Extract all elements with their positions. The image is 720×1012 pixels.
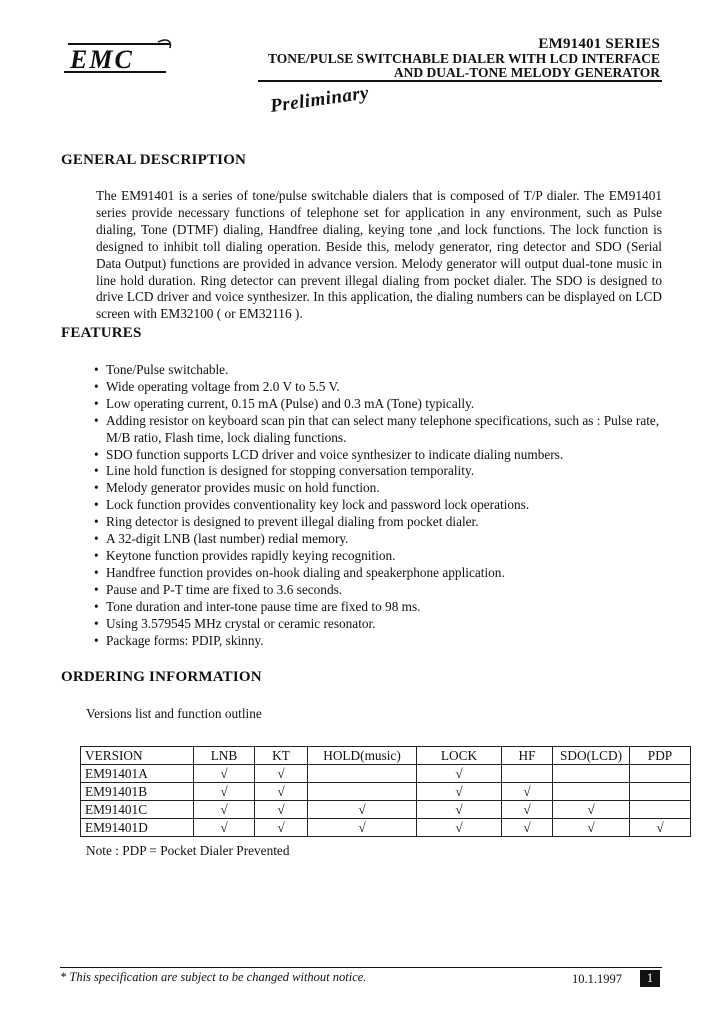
feature-text: Tone/Pulse switchable.	[106, 362, 229, 377]
series-title: EM91401 SERIES	[538, 36, 660, 52]
features-list	[94, 362, 674, 649]
header-rule	[258, 80, 662, 82]
check-cell: √	[417, 783, 502, 801]
check-cell	[308, 765, 417, 783]
bullet-icon: •	[94, 564, 99, 580]
check-cell: √	[255, 765, 308, 783]
logo-text: EMC	[70, 45, 134, 74]
check-cell: √	[502, 783, 553, 801]
column-header: LNB	[194, 747, 255, 765]
check-cell: √	[553, 801, 630, 819]
column-header: KT	[255, 747, 308, 765]
general-description-text: The EM91401 is a series of tone/pulse switchable dialers that is composed of T/P dialer. The EM91401 series provide necessary functions of telephone set for application in any environment, such as Pulse dialing, Tone (DTMF) dialing, Handfree dialing, keying tone ,and lock functions. The lock function is designed to inhibit toll dialing operation. Beside this, melody generator, ring detector and SDO (Serial Data Output) functions are provided in advance version. Melody generator will output dual-tone music in line hold duration. Ring detector can prevent illegal dialing from pocket dialer. The SDO is designed to drive LCD driver and voice synthesizer. In this application, the dialing numbers can be displayed on LCD screen with EM32100 ( or EM32116 ).	[96, 188, 662, 322]
feature-text: Pause and P-T time are fixed to 3.6 seconds.	[106, 581, 343, 597]
bullet-icon: •	[94, 395, 99, 411]
subtitle-line-2: AND DUAL-TONE MELODY GENERATOR	[393, 65, 660, 80]
general-description-heading: GENERAL DESCRIPTION	[61, 152, 247, 168]
check-cell: √	[194, 783, 255, 801]
bullet-icon: •	[94, 598, 99, 614]
version-cell: EM91401D	[81, 819, 194, 837]
feature-text: SDO function supports LCD driver and voice synthesizer to indicate dialing numbers.	[106, 446, 564, 462]
version-cell: EM91401A	[81, 765, 194, 783]
feature-item	[94, 514, 674, 531]
check-cell: √	[308, 819, 417, 837]
feature-text: Package forms: PDIP, skinny.	[106, 632, 264, 648]
ordering-heading: ORDERING INFORMATION	[61, 669, 262, 685]
preliminary-stamp: Preliminary	[268, 82, 371, 118]
check-cell	[553, 783, 630, 801]
check-cell: √	[502, 819, 553, 837]
versions-table	[80, 746, 691, 837]
feature-text: Wide operating voltage from 2.0 V to 5.5 V.	[106, 378, 340, 394]
version-cell: EM91401C	[81, 801, 194, 819]
table-row	[81, 819, 691, 837]
check-cell: √	[308, 801, 417, 819]
bullet-icon: •	[94, 581, 99, 597]
footer-rule	[60, 967, 662, 968]
feature-text: Tone duration and inter-tone pause time are fixed to 98 ms.	[106, 598, 421, 614]
bullet-icon: •	[94, 463, 99, 479]
feature-item	[94, 413, 674, 447]
bullet-icon: •	[94, 412, 99, 428]
table-note: Note : PDP = Pocket Dialer Prevented	[86, 843, 290, 858]
table-row	[81, 801, 691, 819]
bullet-icon: •	[94, 632, 99, 648]
check-cell	[630, 783, 691, 801]
subtitle-line-1: TONE/PULSE SWITCHABLE DIALER WITH LCD INTERFACE	[268, 51, 660, 66]
check-cell: √	[194, 765, 255, 783]
feature-item	[94, 582, 674, 599]
bullet-icon: •	[94, 531, 99, 547]
check-cell: √	[630, 819, 691, 837]
ordering-intro: Versions list and function outline	[86, 706, 262, 721]
check-cell: √	[194, 801, 255, 819]
footer-date: 10.1.1997	[572, 972, 622, 986]
check-cell	[630, 765, 691, 783]
check-cell	[553, 765, 630, 783]
feature-item	[94, 480, 674, 497]
check-cell: √	[194, 819, 255, 837]
check-cell: √	[255, 783, 308, 801]
feature-item	[94, 548, 674, 565]
feature-text: Lock function provides conventionality key lock and password lock operations.	[106, 497, 530, 513]
check-cell: √	[255, 801, 308, 819]
bullet-icon: •	[94, 446, 99, 462]
feature-item	[94, 463, 674, 480]
version-cell: EM91401B	[81, 783, 194, 801]
check-cell: √	[417, 819, 502, 837]
bullet-icon: •	[94, 615, 99, 631]
feature-text: A 32-digit LNB (last number) redial memory.	[106, 531, 349, 547]
feature-text: Ring detector is designed to prevent illegal dialing from pocket dialer.	[106, 514, 479, 530]
feature-item	[94, 599, 674, 616]
features-heading: FEATURES	[61, 325, 142, 341]
feature-item	[94, 362, 674, 379]
feature-text: Using 3.579545 MHz crystal or ceramic resonator.	[106, 615, 376, 631]
feature-item	[94, 396, 674, 413]
feature-text: Handfree function provides on-hook dialing and speakerphone application.	[106, 564, 505, 580]
footer-notice: * This specification are subject to be changed without notice.	[60, 970, 367, 984]
feature-text: Line hold function is designed for stopping conversation temporality.	[106, 463, 475, 479]
bullet-icon: •	[94, 378, 99, 394]
feature-text: Keytone function provides rapidly keying recognition.	[106, 547, 396, 563]
feature-item	[94, 447, 674, 464]
bullet-icon: •	[94, 480, 99, 496]
column-header: PDP	[630, 747, 691, 765]
check-cell: √	[502, 801, 553, 819]
feature-text: Low operating current, 0.15 mA (Pulse) and 0.3 mA (Tone) typically.	[106, 395, 475, 411]
feature-item	[94, 633, 674, 650]
check-cell: √	[417, 765, 502, 783]
emc-logo	[62, 38, 174, 78]
feature-item	[94, 379, 674, 396]
feature-item	[94, 497, 674, 514]
column-header: SDO(LCD)	[553, 747, 630, 765]
column-header: VERSION	[81, 747, 194, 765]
bullet-icon: •	[94, 514, 99, 530]
feature-text: Adding resistor on keyboard scan pin that can select many telephone specifications, such as : Pulse rate, M/B ratio, Flash time, lock dialing functions.	[106, 412, 660, 445]
check-cell	[308, 783, 417, 801]
column-header: LOCK	[417, 747, 502, 765]
table-row	[81, 765, 691, 783]
bullet-icon: •	[94, 547, 99, 563]
product-subtitle	[268, 52, 660, 80]
check-cell: √	[553, 819, 630, 837]
table-header-row	[81, 747, 691, 765]
check-cell	[630, 801, 691, 819]
check-cell: √	[417, 801, 502, 819]
feature-item	[94, 616, 674, 633]
feature-item	[94, 565, 674, 582]
check-cell	[502, 765, 553, 783]
table-row	[81, 783, 691, 801]
feature-item	[94, 531, 674, 548]
column-header: HF	[502, 747, 553, 765]
bullet-icon: •	[94, 497, 99, 513]
bullet-icon: •	[94, 362, 99, 377]
column-header: HOLD(music)	[308, 747, 417, 765]
page-number: 1	[640, 970, 660, 987]
feature-text: Melody generator provides music on hold function.	[106, 480, 380, 496]
check-cell: √	[255, 819, 308, 837]
